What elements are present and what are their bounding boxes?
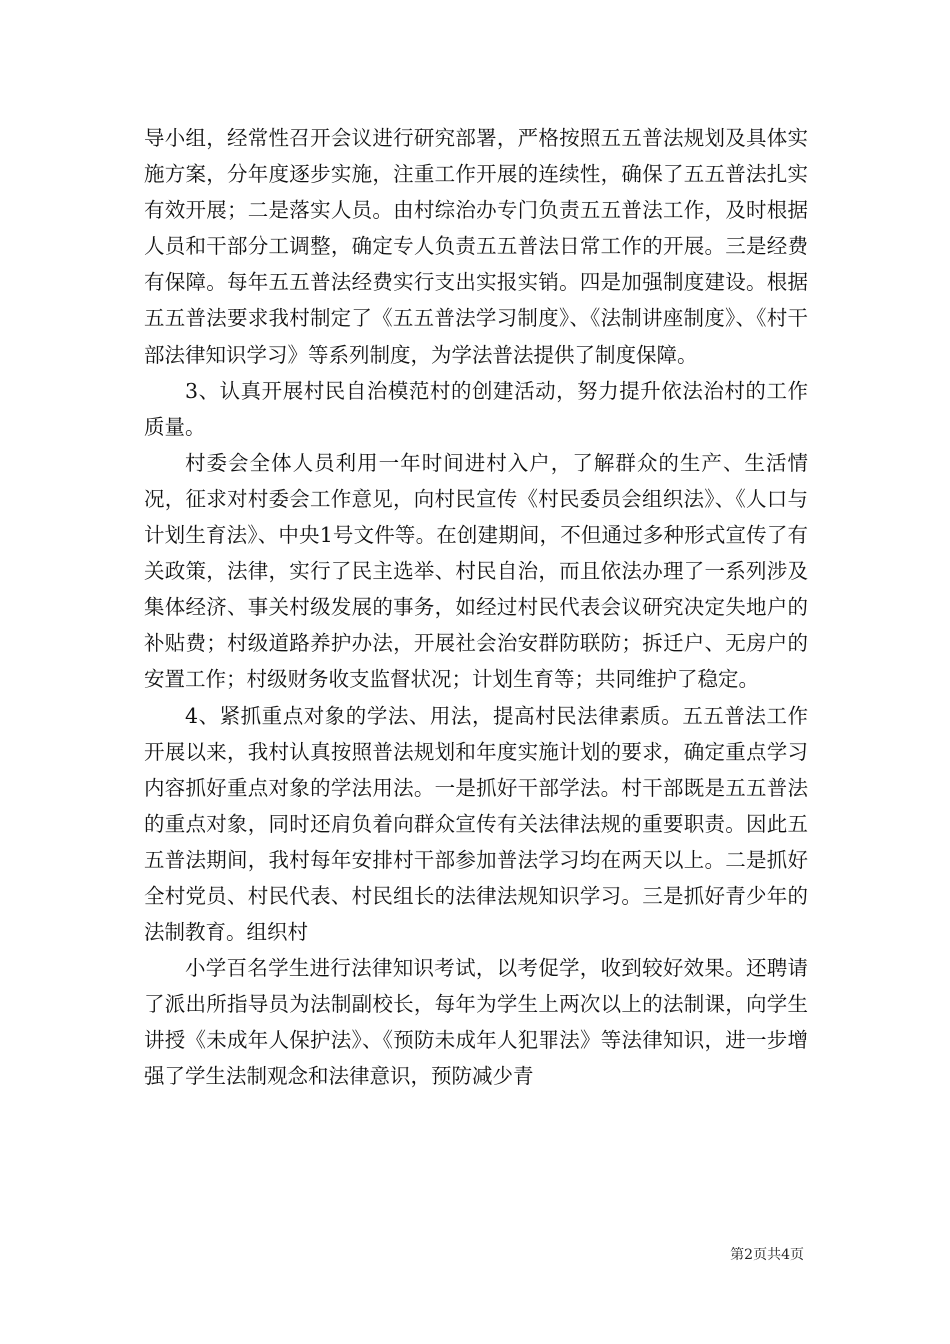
document-body	[144, 120, 808, 1095]
paragraph-4: 4、紧抓重点对象的学法、用法，提高村民法律素质。五五普法工作开展以来，我村认真按照普法规划和年度实施计划的要求，确定重点学习内容抓好重点对象的学法用法。一是抓好干部学法。村干部既是五五普法的重点对象，同时还肩负着向群众宣传有关法律法规的重要职责。因此五五普法期间，我村每年安排村干部参加普法学习均在两天以上。二是抓好全村党员、村民代表、村民组长的法律法规知识学习。三是抓好青少年的法制教育。组织村	[144, 703, 808, 945]
page-number-footer: 第2页共4页	[730, 1247, 804, 1263]
paragraph-5: 小学百名学生进行法律知识考试，以考促学，收到较好效果。还聘请了派出所指导员为法制副校长，每年为学生上两次以上的法制课，向学生讲授《未成年人保护法》、《预防未成年人犯罪法》等法律知识，进一步增强了学生法制观念和法律意识，预防减少青	[144, 956, 808, 1089]
paragraph-3: 村委会全体人员利用一年时间进村入户，了解群众的生产、生活情况，征求对村委会工作意见，向村民宣传《村民委员会组织法》、《人口与计划生育法》、中央1号文件等。在创建期间，不但通过多种形式宣传了有关政策，法律，实行了民主选举、村民自治，而且依法办理了一系列涉及集体经济、事关村级发展的事务，如经过村民代表会议研究决定失地户的补贴费；村级道路养护办法，开展社会治安群防联防；拆迁户、无房户的安置工作；村级财务收支监督状况；计划生育等；共同维护了稳定。	[144, 450, 808, 692]
paragraph-1: 导小组，经常性召开会议进行研究部署，严格按照五五普法规划及具体实施方案，分年度逐步实施，注重工作开展的连续性，确保了五五普法扎实有效开展；二是落实人员。由村综治办专门负责五五普法工作，及时根据人员和干部分工调整，确定专人负责五五普法日常工作的开展。三是经费有保障。每年五五普法经费实行支出实报实销。四是加强制度建设。根据五五普法要求我村制定了《五五普法学习制度》、《法制讲座制度》、《村干部法律知识学习》等系列制度，为学法普法提供了制度保障。	[144, 126, 808, 367]
paragraph-2: 3、认真开展村民自治模范村的创建活动，努力提升依法治村的工作质量。	[144, 378, 808, 439]
